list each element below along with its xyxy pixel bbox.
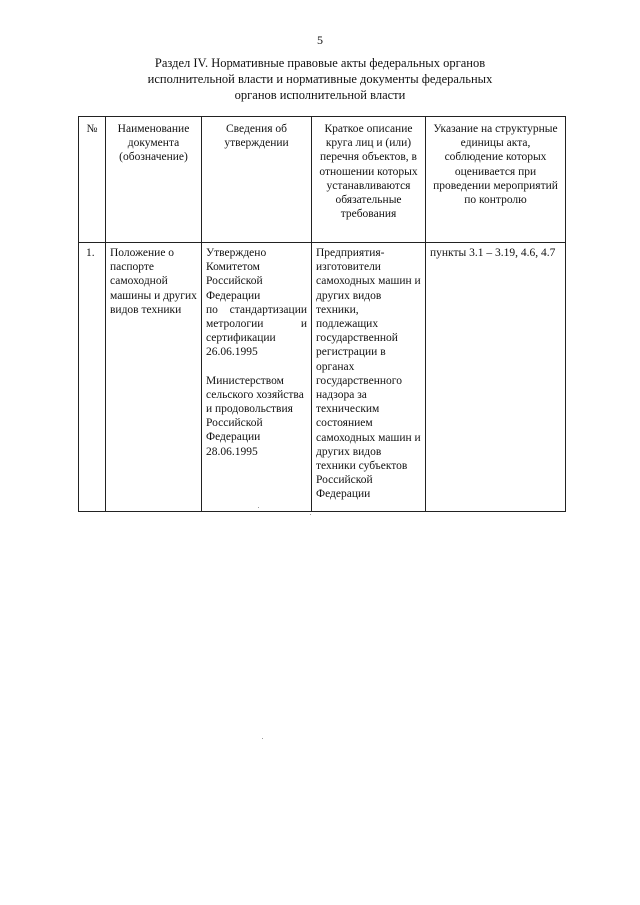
scan-speck	[258, 507, 259, 508]
page-number: 5	[317, 33, 323, 47]
approval-line: сертификации	[206, 332, 276, 345]
approval-line: Российской	[206, 275, 263, 288]
section-title-line: Раздел IV. Нормативные правовые акты федеральных органов	[154, 56, 486, 70]
approval-word: метрологии	[206, 318, 264, 331]
approval-line	[206, 317, 307, 331]
section-title	[110, 55, 530, 103]
document-name: Положение о паспорте самоходной машины и других видов техники	[106, 243, 202, 512]
approval-line: Федерации	[206, 289, 261, 302]
structural-units: пункты 3.1 – 3.19, 4.6, 4.7	[426, 243, 566, 512]
approval-word: по	[206, 303, 218, 316]
header-structural-units: Указание на структурные единицы акта, соблюдение которых оценивается при проведении мероприятий по контролю	[426, 117, 566, 243]
approval-date: 26.06.1995	[206, 346, 258, 359]
normative-acts-table	[78, 116, 566, 512]
approval-line	[206, 303, 307, 317]
approval-info	[202, 243, 312, 512]
header-scope-description: Краткое описание круга лиц и (или) перечня объектов, в отношении которых устанавливаются обязательные требования	[312, 117, 426, 243]
row-number: 1.	[79, 243, 106, 512]
scan-speck	[262, 738, 263, 739]
header-document-name: Наименование документа (обозначение)	[106, 117, 202, 243]
header-approval-info: Сведения об утверждении	[202, 117, 312, 243]
approval-line: Комитетом	[206, 261, 260, 274]
approval-line: Утверждено	[206, 247, 267, 259]
section-title-line: исполнительной власти и нормативные документы федеральных	[147, 72, 493, 86]
table-header-row	[79, 117, 566, 243]
header-num: №	[79, 117, 106, 243]
scan-speck	[310, 514, 311, 515]
section-title-line: органов исполнительной власти	[234, 88, 406, 102]
scope-description: Предприятия-изготовители самоходных машин и других видов техники, подлежащих государственной регистрации в органах государственного надзора за техническим состоянием самоходных машин и других видов техники субъектов Российской Федерации	[312, 243, 426, 512]
approval-word: и	[300, 318, 307, 331]
table-row	[79, 243, 566, 512]
approval-word: стандартизации	[229, 303, 307, 316]
second-approval: Министерством сельского хозяйства и продовольствия Российской Федерации 28.06.1995	[206, 374, 304, 458]
